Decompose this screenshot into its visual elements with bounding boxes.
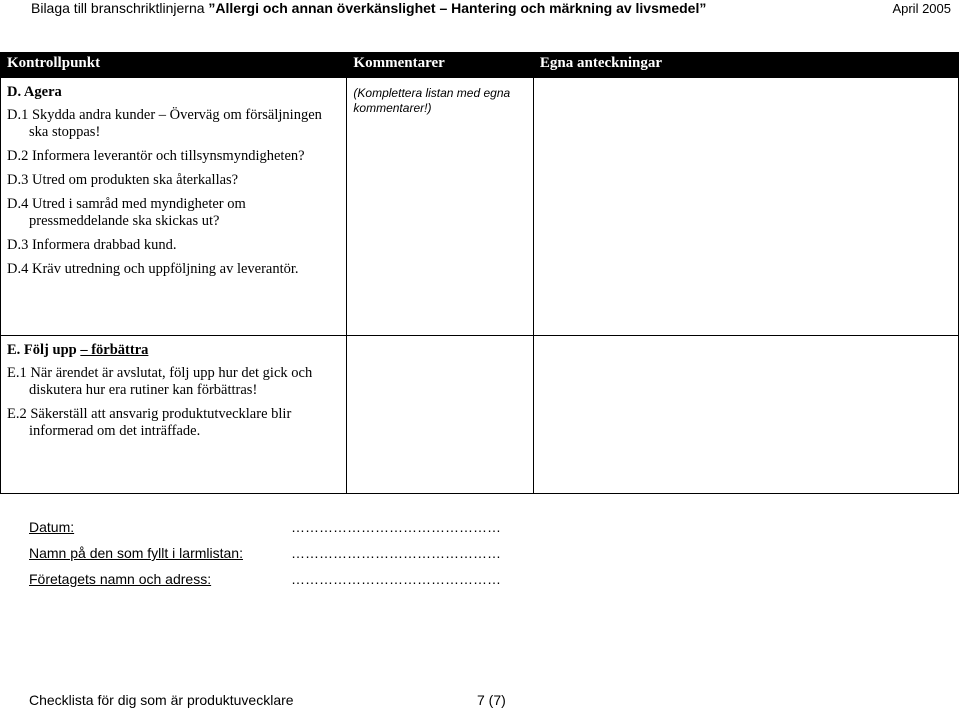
section-e-heading (7, 342, 340, 359)
checklist-table (0, 52, 959, 494)
section-e-heading-prefix: E. Följ upp (7, 342, 81, 358)
list-item: D.3 Utred om produkten ska återkallas? (7, 172, 239, 188)
column-header-kommentarer: Kommentarer (347, 53, 533, 78)
list-item: D.4 Utred i samråd med myndigheter om pressmeddelande ska skickas ut? (7, 196, 246, 229)
footer-title: Checklista för dig som är produktuvecklare (29, 692, 294, 708)
column-header-kontrollpunkt: Kontrollpunkt (1, 53, 347, 78)
kontrollpunkt-cell-e (1, 336, 347, 494)
anteckningar-cell-d[interactable] (533, 78, 958, 336)
list-item: D.2 Informera leverantör och tillsynsmyndigheten? (7, 148, 305, 164)
table-row-section-d (1, 78, 959, 336)
name-label: Namn på den som fyllt i larmlistan: (29, 545, 243, 561)
page-number: 7 (7) (477, 692, 506, 708)
list-item: E.1 När ärendet är avslutat, följ upp hur det gick och diskutera hur era rutiner kan förbättras! (7, 365, 313, 398)
kommentarer-cell-e[interactable] (347, 336, 533, 494)
header-date: April 2005 (892, 1, 951, 16)
header-title: ”Allergi och annan överkänslighet – Hantering och märkning av livsmedel” (208, 0, 707, 16)
table-row-section-e (1, 336, 959, 494)
section-d-heading: D. Agera (7, 84, 62, 100)
name-field[interactable]: ……………………………………… (291, 545, 501, 561)
anteckningar-cell-e[interactable] (533, 336, 958, 494)
section-e-heading-underlined: – förbättra (80, 342, 149, 358)
table-header-row (1, 53, 959, 78)
kontrollpunkt-cell-d (1, 78, 347, 336)
header-prefix: Bilaga till branschriktlinjerna (31, 0, 209, 16)
list-item: E.2 Säkerställ att ansvarig produktutvecklare blir informerad om det inträffade. (7, 406, 292, 439)
company-label: Företagets namn och adress: (29, 571, 212, 587)
kommentarer-cell-d (347, 78, 533, 336)
list-item: D.4 Kräv utredning och uppföljning av leverantör. (7, 261, 299, 277)
page-footer (29, 692, 506, 708)
comment-note: (Komplettera listan med egna kommentarer!) (353, 86, 511, 115)
company-field[interactable]: ……………………………………… (291, 571, 501, 587)
list-item: D.3 Informera drabbad kund. (7, 237, 177, 253)
list-item: D.1 Skydda andra kunder – Överväg om försäljningen ska stoppas! (7, 107, 322, 140)
date-label: Datum: (29, 519, 75, 535)
column-header-egna-anteckningar: Egna anteckningar (533, 53, 958, 78)
page-header (31, 0, 951, 18)
date-field[interactable]: ……………………………………… (291, 519, 501, 535)
